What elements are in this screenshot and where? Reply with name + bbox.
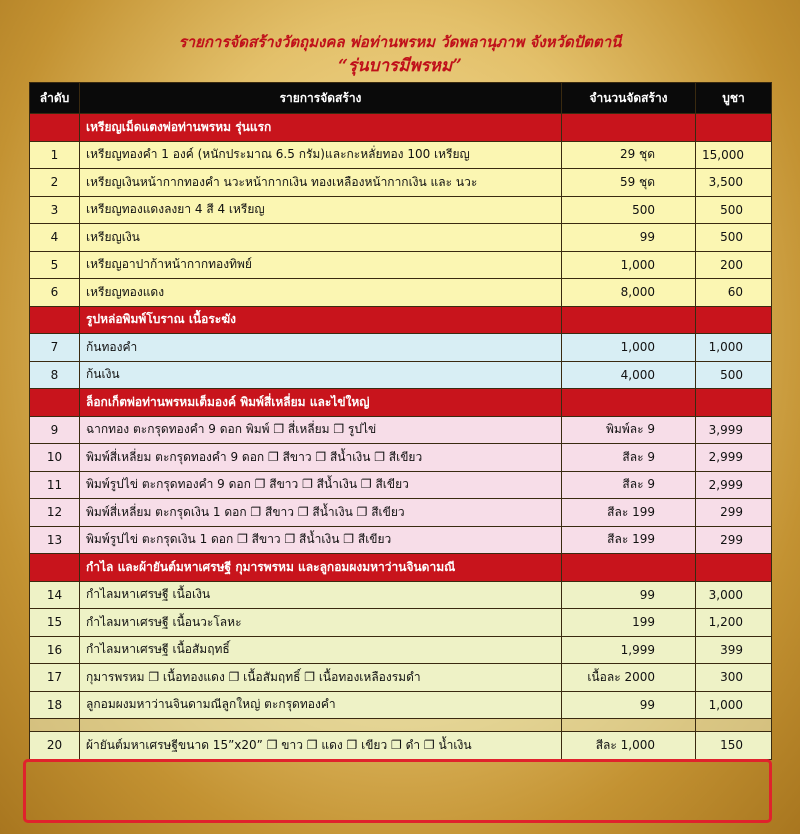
section-title: กำไล และผ้ายันต์มหาเศรษฐี กุมารพรหม และลูกอมผงมหาว่านจินดามณี xyxy=(80,554,562,582)
row-item: กำไลมหาเศรษฐี เนื้อสัมฤทธิ์ xyxy=(80,636,562,664)
row-qty: สีละ 199 xyxy=(562,526,696,554)
row-price: 1,000 xyxy=(696,691,772,719)
row-qty: 1,000 xyxy=(562,251,696,279)
row-price: 300 xyxy=(696,664,772,692)
row-qty: สีละ 9 xyxy=(562,444,696,472)
row-price: 15,000 xyxy=(696,141,772,169)
row-price: 299 xyxy=(696,499,772,527)
page-title: รายการจัดสร้างวัตถุมงคล พ่อท่านพรหม วัดพลานุภาพ จังหวัดปัตตานี xyxy=(178,33,622,51)
row-qty: 4,000 xyxy=(562,361,696,389)
row-qty: 1,000 xyxy=(562,334,696,362)
row-no: 9 xyxy=(30,416,80,444)
table-row xyxy=(30,664,772,692)
section-title: เหรียญเม็ดแตงพ่อท่านพรหม รุ่นแรก xyxy=(80,114,562,142)
row-item: เหรียญอาปาก้าหน้ากากทองทิพย์ xyxy=(80,251,562,279)
row-qty: เนื้อละ 2000 xyxy=(562,664,696,692)
row-price: 500 xyxy=(696,224,772,252)
row-qty: พิมพ์ละ 9 xyxy=(562,416,696,444)
row-item: พิมพ์รูปไข่ ตะกรุดเงิน 1 ดอก ❐ สีขาว ❐ สีน้ำเงิน ❐ สีเขียว xyxy=(80,526,562,554)
row-price: 1,000 xyxy=(696,334,772,362)
row-price: 3,000 xyxy=(696,581,772,609)
table-row-partial xyxy=(30,719,772,732)
row-price: 3,999 xyxy=(696,416,772,444)
row-item: ก้นทองคำ xyxy=(80,334,562,362)
table-row xyxy=(30,361,772,389)
row-no: 14 xyxy=(30,581,80,609)
table-row xyxy=(30,636,772,664)
table-row xyxy=(30,279,772,307)
row-qty: 29 ชุด xyxy=(562,141,696,169)
row-price: 150 xyxy=(696,732,772,760)
row-item: ก้นเงิน xyxy=(80,361,562,389)
row-no: 3 xyxy=(30,196,80,224)
row-qty: 99 xyxy=(562,581,696,609)
table-row xyxy=(30,141,772,169)
table-row xyxy=(30,416,772,444)
row-item: ผ้ายันต์มหาเศรษฐีขนาด 15”x20” ❐ ขาว ❐ แดง ❐ เขียว ❐ ดำ ❐ น้ำเงิน xyxy=(80,732,562,760)
row-qty: 1,999 xyxy=(562,636,696,664)
row-price: 2,999 xyxy=(696,444,772,472)
table-row-highlighted xyxy=(30,732,772,760)
row-no: 20 xyxy=(30,732,80,760)
section-row xyxy=(30,554,772,582)
row-price: 200 xyxy=(696,251,772,279)
table-row xyxy=(30,581,772,609)
row-no: 16 xyxy=(30,636,80,664)
row-qty: 99 xyxy=(562,224,696,252)
row-no: 1 xyxy=(30,141,80,169)
row-item: กำไลมหาเศรษฐี เนื้อนวะโลหะ xyxy=(80,609,562,637)
row-no: 12 xyxy=(30,499,80,527)
row-item: ฉากทอง ตะกรุดทองคำ 9 ดอก พิมพ์ ❐ สี่เหลี่ยม ❐ รูปไข่ xyxy=(80,416,562,444)
row-price: 299 xyxy=(696,526,772,554)
row-item: เหรียญทองคำ 1 องค์ (หนักประมาณ 6.5 กรัม)และกะหลั่ยทอง 100 เหรียญ xyxy=(80,141,562,169)
row-price: 399 xyxy=(696,636,772,664)
section-row xyxy=(30,389,772,417)
row-no: 17 xyxy=(30,664,80,692)
row-price: 500 xyxy=(696,196,772,224)
row-qty: สีละ 199 xyxy=(562,499,696,527)
row-no: 11 xyxy=(30,471,80,499)
col-header-no: ลำดับ xyxy=(30,83,80,114)
row-item: ลูกอมผงมหาว่านจินดามณีลูกใหญ่ ตะกรุดทองคำ xyxy=(80,691,562,719)
row-price: 3,500 xyxy=(696,169,772,197)
table-header-row xyxy=(30,83,772,114)
row-no: 5 xyxy=(30,251,80,279)
col-header-price: บูชา xyxy=(696,83,772,114)
row-qty: 99 xyxy=(562,691,696,719)
row-item: เหรียญเงิน xyxy=(80,224,562,252)
row-item: พิมพ์สี่เหลี่ยม ตะกรุดเงิน 1 ดอก ❐ สีขาว ❐ สีน้ำเงิน ❐ สีเขียว xyxy=(80,499,562,527)
row-price: 60 xyxy=(696,279,772,307)
row-item: เหรียญทองแดง xyxy=(80,279,562,307)
col-header-qty: จำนวนจัดสร้าง xyxy=(562,83,696,114)
row-no: 6 xyxy=(30,279,80,307)
row-qty: 199 xyxy=(562,609,696,637)
row-no: 15 xyxy=(30,609,80,637)
row-qty: สีละ 9 xyxy=(562,471,696,499)
row-qty: 500 xyxy=(562,196,696,224)
row-item: เหรียญเงินหน้ากากทองคำ นวะหน้ากากเงิน ทองเหลืองหน้ากากเงิน และ นวะ xyxy=(80,169,562,197)
col-header-item: รายการจัดสร้าง xyxy=(80,83,562,114)
row-qty: สีละ 1,000 xyxy=(562,732,696,760)
section-title: ล็อกเก็ตพ่อท่านพรหมเต็มองค์ พิมพ์สี่เหลี่ยม และไข่ใหญ่ xyxy=(80,389,562,417)
table-row xyxy=(30,224,772,252)
section-row xyxy=(30,306,772,334)
items-table xyxy=(29,82,772,760)
table-row xyxy=(30,444,772,472)
page-subtitle: “รุ่นบารมีพรหม” xyxy=(338,56,462,76)
row-no: 7 xyxy=(30,334,80,362)
row-item: เหรียญทองแดงลงยา 4 สี 4 เหรียญ xyxy=(80,196,562,224)
highlight-box xyxy=(23,759,772,823)
table-row xyxy=(30,471,772,499)
table-row xyxy=(30,691,772,719)
row-item: กุมารพรหม ❐ เนื้อทองแดง ❐ เนื้อสัมฤทธิ์ ❐ เนื้อทองเหลืองรมดำ xyxy=(80,664,562,692)
table-row xyxy=(30,499,772,527)
row-price: 1,200 xyxy=(696,609,772,637)
row-qty: 8,000 xyxy=(562,279,696,307)
row-no: 18 xyxy=(30,691,80,719)
row-price: 500 xyxy=(696,361,772,389)
table-row xyxy=(30,526,772,554)
table-row xyxy=(30,251,772,279)
table-row xyxy=(30,334,772,362)
row-price: 2,999 xyxy=(696,471,772,499)
table-row xyxy=(30,609,772,637)
row-no: 2 xyxy=(30,169,80,197)
row-no: 13 xyxy=(30,526,80,554)
table-row xyxy=(30,196,772,224)
row-qty: 59 ชุด xyxy=(562,169,696,197)
row-item: พิมพ์รูปไข่ ตะกรุดทองคำ 9 ดอก ❐ สีขาว ❐ สีน้ำเงิน ❐ สีเขียว xyxy=(80,471,562,499)
section-title: รูปหล่อพิมพ์โบราณ เนื้อระฆัง xyxy=(80,306,562,334)
row-item: กำไลมหาเศรษฐี เนื้อเงิน xyxy=(80,581,562,609)
table-row xyxy=(30,169,772,197)
section-row xyxy=(30,114,772,142)
row-no: 8 xyxy=(30,361,80,389)
row-no: 10 xyxy=(30,444,80,472)
row-no: 4 xyxy=(30,224,80,252)
row-item: พิมพ์สี่เหลี่ยม ตะกรุดทองคำ 9 ดอก ❐ สีขาว ❐ สีน้ำเงิน ❐ สีเขียว xyxy=(80,444,562,472)
